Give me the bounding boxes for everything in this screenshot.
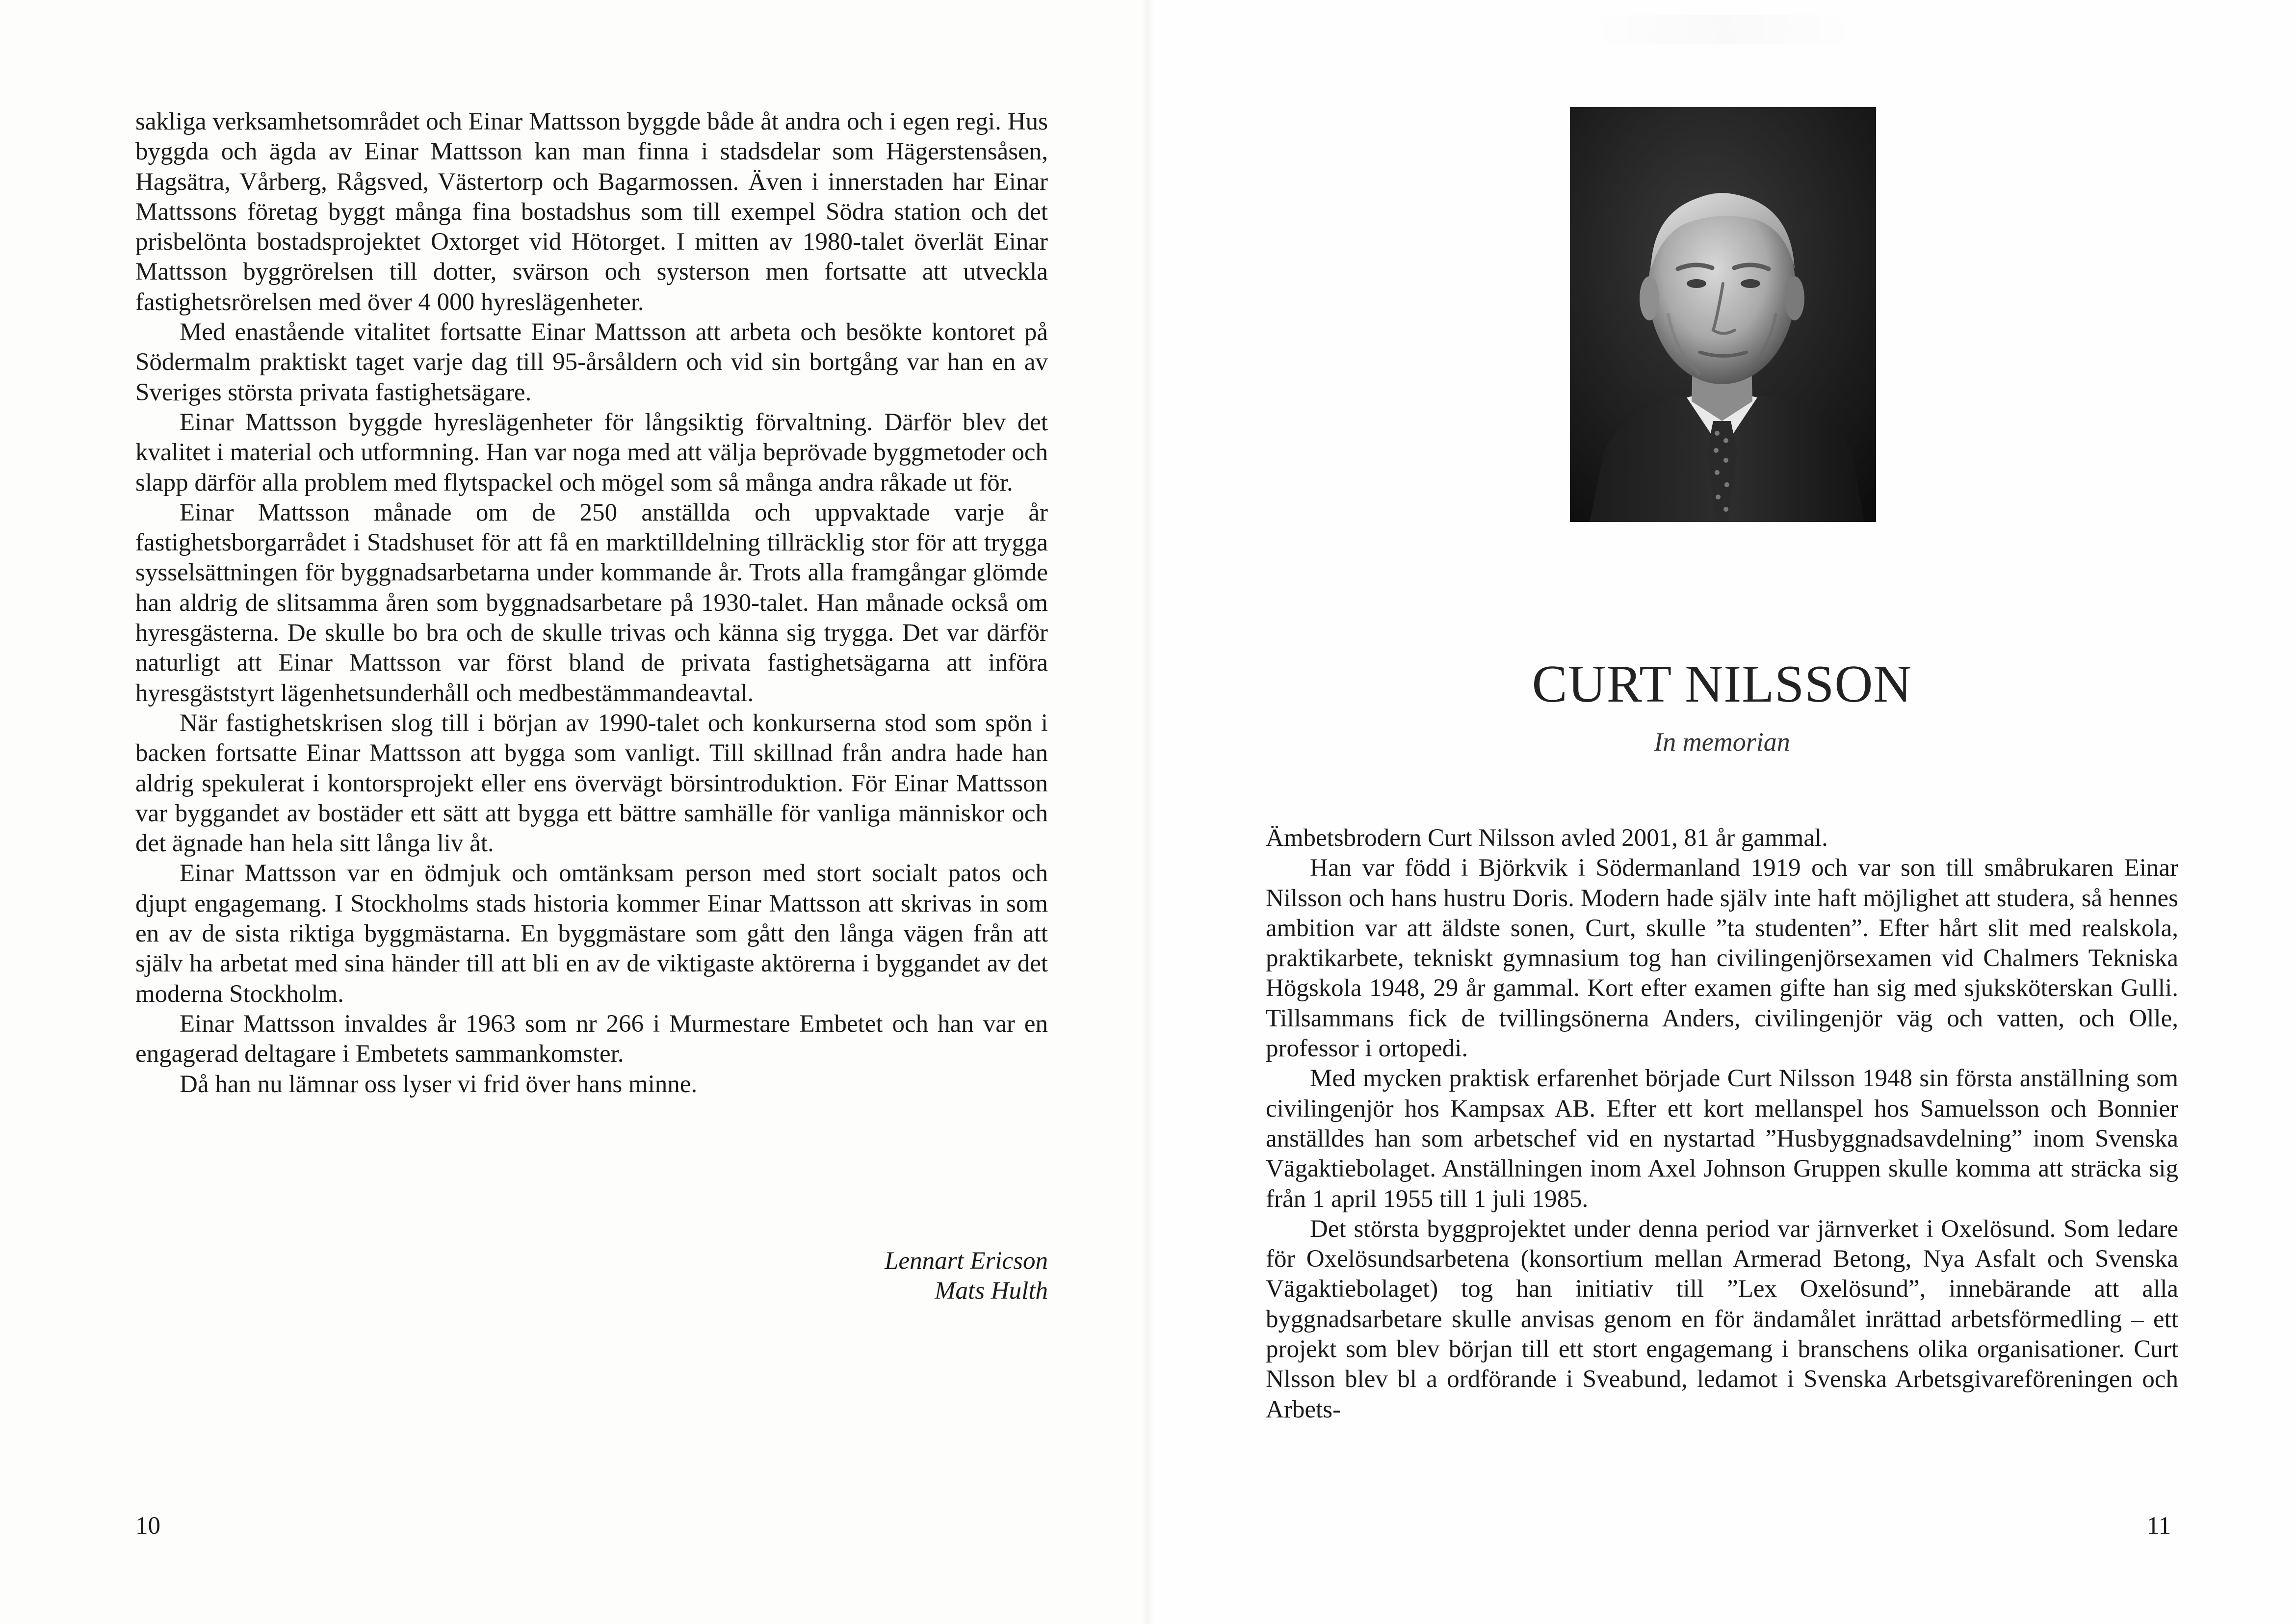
signature-name-1: Lennart Ericson — [885, 1247, 1048, 1275]
left-paragraph-5: När fastighetskrisen slog till i början av 1990-talet och konkurserna stod som spön i backen fortsatte Einar Mattsson att bygga som vanligt. Till skillnad från andra hade han aldrig spekulerat i kontorsprojekt eller ens övervägt börsintroduktion. För Einar Mattsson var byggandet av bostäder ett sätt att bygga ett bättre samhälle för vanliga människor och det ägnade han hela sitt långa liv åt. — [135, 709, 1048, 858]
scan-smudge — [1585, 15, 1859, 44]
left-text-column — [135, 107, 1048, 1100]
page-number-right: 11 — [2147, 1512, 2171, 1540]
page-number-left: 10 — [135, 1512, 160, 1540]
right-paragraph-3: Med mycken praktisk erfarenhet började Curt Nilsson 1948 sin första anställning som civilingenjör hos Kampsax AB. Efter ett kort mellanspel hos Samuelsson och Bonnier anställdes han som arbetschef vid en nystartad ”Husbyggnadsavdelning” inom Svenska Vägaktiebolaget. Anställningen inom Axel Johnson Gruppen skulle komma att sträcka sig från 1 april 1955 till 1 juli 1985. — [1266, 1065, 2178, 1213]
left-paragraph-3: Einar Mattsson byggde hyreslägenheter för långsiktig förvaltning. Därför blev det kvalitet i material och utformning. Han var noga med att välja beprövade byggmetoder och slapp därför alla problem med flytspackel och mögel som så många andra råkade ut för. — [135, 408, 1048, 497]
obituary-title: CURT NILSSON — [1532, 655, 1912, 713]
right-paragraph-4: Det största byggprojektet under denna period var järnverket i Oxelösund. Som ledare för Oxelösundsarbetena (konsortium mellan Armerad Betong, Nya Asfalt och Svenska Vägaktiebolaget) tog han initiativ till ”Lex Oxelösund”, innebärande att alla byggnadsarbetare skulle anvisas genom en för ändamålet inrättad arbetsförmedling – ett projekt som blev början till ett stort engagemang i branschens olika organisationer. Curt Nlsson blev bl a ordförande i Sveabund, ledamot i Svenska Arbetsgivareföreningen och Arbets- — [1266, 1215, 2178, 1423]
right-paragraph-1: Ämbetsbrodern Curt Nilsson avled 2001, 81 år gammal. — [1266, 824, 1828, 852]
left-paragraph-8: Då han nu lämnar oss lyser vi frid över hans minne. — [180, 1070, 698, 1098]
book-spine-shadow — [1142, 0, 1154, 1624]
right-paragraph-2: Han var född i Björkvik i Södermanland 1919 och var son till småbrukaren Einar Nilsson och hans hustru Doris. Modern hade själv inte haft möjlighet att studera, så hennes ambition var att äldste sonen, Curt, skulle ”ta studenten”. Efter hårt slit med realskola, praktikarbete, tekniskt gymnasium tog han civilingenjörsexamen vid Chalmers Tekniska Högskola 1948, 29 år gammal. Kort efter examen gifte han sig med sjuksköterskan Gulli. Tillsammans fick de tvillingsönerna Anders, civilingenjör väg och vatten, och Olle, professor i ortopedi. — [1266, 854, 2178, 1063]
portrait-photo-icon — [1570, 107, 1876, 522]
obituary-subtitle: In memorian — [1654, 727, 1790, 757]
left-paragraph-7: Einar Mattsson invaldes år 1963 som nr 266 i Murmestare Embetet och han var en engagerad deltagare i Embetets sammankomster. — [135, 1010, 1048, 1068]
left-paragraph-2: Med enastående vitalitet fortsatte Einar Mattsson att arbeta och besökte kontoret på Södermalm praktiskt taget varje dag till 95-årsåldern och vid sin bortgång var han en av Sveriges största privata fastighetsägare. — [135, 318, 1048, 406]
signature-name-2: Mats Hulth — [935, 1277, 1048, 1305]
signature-block — [736, 1246, 1048, 1306]
left-paragraph-1: sakliga verksamhetsområdet och Einar Mattsson byggde både åt andra och i egen regi. Hus byggda och ägda av Einar Mattsson kan man finna i stadsdelar som Hägerstensåsen, Hagsätra, Vårberg, Rågsved, Västertorp och Bagarmossen. Även i innerstaden har Einar Mattssons företag byggt många fina bostadshus som till exempel Södra station och det prisbelönta bostadsprojektet Oxtorget vid Hötorget. I mitten av 1980-talet överlät Einar Mattsson byggrörelsen till dotter, svärson och systerson men fortsatte att utveckla fastighetsrörelsen med över 4 000 hyreslägenheter. — [135, 108, 1048, 316]
right-text-column — [1266, 823, 2178, 1425]
left-paragraph-4: Einar Mattsson månade om de 250 anställda och uppvaktade varje år fastighetsborgarrådet i Stadshuset för att få en marktilldelning tillräcklig stor för att trygga sysselsättningen för byggnadsarbetarna under kommande år. Trots alla framgångar glömde han aldrig de slitsamma åren som byggnadsarbetare på 1930-talet. Han månade också om hyresgästerna. De skulle bo bra och de skulle trivas och känna sig trygga. Det var därför naturligt att Einar Mattsson var först bland de privata fastighetsägarna att införa hyresgäststyrt lägenhetsunderhåll och medbestämmandeavtal. — [135, 498, 1048, 707]
left-paragraph-6: Einar Mattsson var en ödmjuk och omtänksam person med stort socialt patos och djupt engagemang. I Stockholms stads historia kommer Einar Mattsson att skrivas in som en av de sista riktiga byggmästarna. En byggmästare som gått den långa vägen från att själv ha arbetat med sina händer till att bli en av de viktigaste aktörerna i byggandet av det moderna Stockholm. — [135, 860, 1048, 1008]
portrait-photo — [1570, 107, 1876, 522]
